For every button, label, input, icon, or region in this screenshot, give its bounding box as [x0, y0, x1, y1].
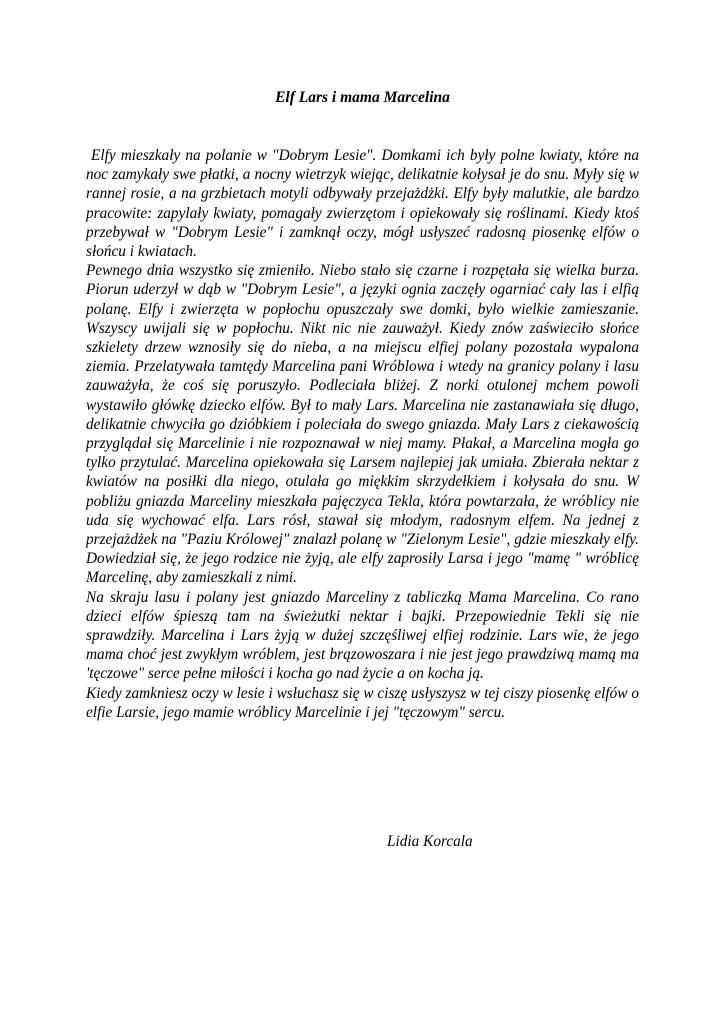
story-body: [86, 146, 639, 722]
story-paragraph-1: Elfy mieszkały na polanie w "Dobrym Lesie". Domkami ich były polne kwiaty, które na noc zamykały swe płatki, a nocny wietrzyk wiejąc, delikatnie kołysał je do snu. Myły się w rannej rosie, a na grzbietach motyli odbywały przejażdżki. Elfy były malutkie, ale bardzo pracowite: zapylały kwiaty, pomagały zwierzętom i opiekowały się roślinami. Kiedy ktoś przebywał w "Dobrym Lesie" i zamknął oczy, mógł usłyszeć radosną piosenkę elfów o słońcu i kwiatach.: [86, 147, 639, 261]
story-paragraph-4: Kiedy zamkniesz oczy w lesie i wsłuchasz się w ciszę usłyszysz w tej ciszy piosenkę elfów o elfie Larsie, jego mamie wróblicy Marcelinie i jej "tęczowym" sercu.: [86, 684, 639, 721]
document-title: Elf Lars i mama Marcelina: [275, 89, 450, 106]
story-paragraph-3: Na skraju lasu i polany jest gniazdo Marceliny z tabliczką Mama Marcelina. Co rano dzieci elfów śpieszą tam na świeżutki nektar i bajki. Przepowiednie Tekli się nie sprawdziły. Marcelina i Lars żyją w dużej szczęśliwej elfiej rodzinie. Lars wie, że jego mama choć jest zwykłym wróblem, jest brązowoszara i nie jest jego prawdziwą mamą ma 'tęczowe" serce pełne miłości i kocha go nad życie a on kocha ją.: [86, 588, 639, 683]
story-paragraph-2: Pewnego dnia wszystko się zmieniło. Niebo stało się czarne i rozpętała się wielka burza. Piorun uderzył w dąb w "Dobrym Lesie", a języki ognia zaczęły ogarniać cały las i elfią polanę. Elfy i zwierzęta w popłochu opuszczały swe domki, było wielkie zamieszanie. Wszyscy uwijali się w popłochu. Nikt nic nie zauważył. Kiedy znów zaświeciło słońce szkielety drzew wznosiły się do nieba, a na miejscu elfiej polany pozostała wypalona ziemia. Przelatywała tamtędy Marcelina pani Wróblowa i wtedy na granicy polany i lasu zauważyła, że coś się poruszyło. Podleciała bliżej. Z norki otulonej mchem powoli wystawiło główkę dziecko elfów. Był to mały Lars. Marcelina nie zastanawiała się długo, delikatnie chwyciła go dzióbkiem i poleciała do swego gniazda. Mały Lars z ciekawością przyglądał się Marcelinie i nie rozpoznawał w niej mamy. Płakał, a Marcelina mogła go tylko przytulać. Marcelina opiekowała się Larsem najlepiej jak umiała. Zbierała nektar z kwiatów na posiłki dla niego, otulała go miękkim skrzydełkiem i kołysała do snu. W pobliżu gniazda Marceliny mieszkała pajęczyca Tekla, która powtarzała, że wróblicy nie uda się wychować elfa. Lars rósł, stawał się młodym, radosnym elfem. Na jednej z przejażdżek na "Paziu Królowej" znalazł polanę w "Zielonym Lesie", gdzie mieszkały elfy. Dowiedział się, że jego rodzice nie żyją, ale elfy zaprosiły Larsa i jego "mamę " wróblicę Marcelinę, aby zamieszkali z nimi.: [86, 262, 639, 587]
author-signature: Lidia Korcala: [387, 833, 473, 850]
